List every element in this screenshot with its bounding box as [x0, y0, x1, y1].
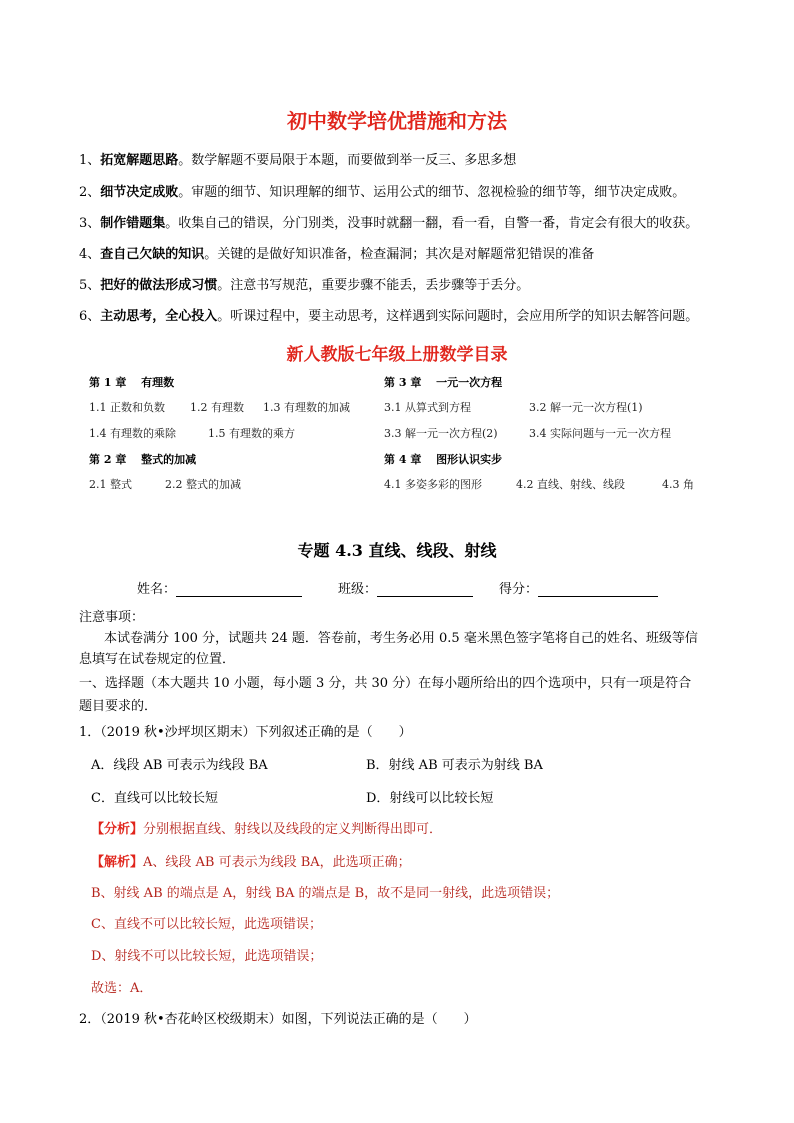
- notes-text-line-1: 本试卷满分 100 分，试题共 24 题．答卷前，考生务必用 0.5 毫米黑色签字笔将自己的姓名、班级等信: [104, 631, 698, 646]
- question-1-option-a: A．线段 AB 可表示为线段 BA: [91, 758, 268, 773]
- notes-text-line-2: 息填写在试卷规定的位置．: [79, 652, 236, 667]
- toc-item: 3.1 从算式到方程: [384, 401, 471, 414]
- question-1-option-b: B．射线 AB 可表示为射线 BA: [366, 758, 543, 773]
- question-1-stem: 1．（2019 秋•沙坪坝区期末）下列叙述正确的是（ ）: [79, 725, 412, 740]
- tip-item: [79, 212, 698, 231]
- score-label: 得分：: [499, 582, 539, 597]
- class-label: 班级：: [338, 582, 378, 597]
- toc-title: 新人教版七年级上册数学目录: [286, 345, 508, 365]
- solution-line-4: D、射线不可以比较长短，此选项错误；: [91, 949, 323, 964]
- exam-title: 专题 4.3 直线、线段、射线: [297, 541, 497, 560]
- class-input-line[interactable]: [377, 582, 473, 597]
- toc-item: 1.4 有理数的乘除: [89, 427, 176, 440]
- tip-item: [79, 149, 516, 168]
- name-label: 姓名：: [137, 582, 177, 597]
- solution-line-1: A、线段 AB 可表示为线段 BA，此选项正确；: [143, 855, 411, 870]
- tip-label: 主动思考，全心投入: [100, 309, 218, 324]
- solution-line-3: C、直线不可以比较长短，此选项错误；: [91, 917, 322, 932]
- toc-chapter-3: 第 3 章 一元一次方程: [384, 376, 503, 389]
- question-2-stem: 2．（2019 秋•杏花岭区校级期末）如图，下列说法正确的是（ ）: [79, 1012, 477, 1027]
- score-field: [499, 578, 658, 597]
- toc-item: 1.2 有理数: [190, 401, 244, 414]
- tip-number: 5、: [79, 278, 101, 293]
- tip-label: 把好的做法形成习惯: [100, 278, 218, 293]
- name-field: [137, 578, 302, 597]
- tip-text: 。关键的是做好知识准备，检查漏洞；其次是对解题常犯错误的准备: [204, 247, 595, 262]
- section-heading-line-1: 一、选择题（本大题共 10 小题，每小题 3 分，共 30 分）在每小题所给出的四个选项中，只有一项是符合: [79, 676, 692, 691]
- toc-chapter-2: 第 2 章 整式的加减: [89, 453, 197, 466]
- question-1-answer: 故选：A．: [91, 981, 153, 996]
- tip-item: [79, 305, 698, 324]
- toc-item: 2.1 整式: [89, 478, 132, 491]
- toc-item: 4.1 多姿多彩的图形: [384, 478, 482, 491]
- tip-text: 。数学解题不要局限于本题，而要做到举一反三、多思多想: [178, 153, 517, 168]
- tip-label: 制作错题集: [100, 216, 166, 231]
- tip-text: 。注意书写规范，重要步骤不能丢，丢步骤等于丢分。: [217, 278, 530, 293]
- section-heading-line-2: 题目要求的．: [79, 699, 158, 714]
- toc-item: 4.2 直线、射线、线段: [516, 478, 625, 491]
- toc-item: 1.1 正数和负数: [89, 401, 165, 414]
- tip-text: 。审题的细节、知识理解的细节、运用公式的细节、忽视检验的细节等，细节决定成败。: [178, 185, 686, 200]
- tip-number: 6、: [79, 309, 101, 324]
- tip-text: 。收集自己的错误，分门别类，没事时就翻一翻，看一看，自警一番，肯定会有很大的收获。: [165, 216, 699, 231]
- toc-item: 4.3 角: [662, 478, 694, 491]
- tip-number: 4、: [79, 247, 101, 262]
- tip-item: [79, 181, 685, 200]
- tip-label: 拓宽解题思路: [100, 153, 179, 168]
- solution-tag: 【解析】: [91, 855, 144, 870]
- tip-text: 。听课过程中，要主动思考，这样遇到实际问题时，会应用所学的知识去解答问题。: [217, 309, 699, 324]
- analysis-tag: 【分析】: [91, 822, 144, 837]
- analysis-text: 分别根据直线、射线以及线段的定义判断得出即可．: [143, 822, 443, 837]
- page-title: 初中数学培优措施和方法: [287, 109, 507, 133]
- class-field: [338, 578, 473, 597]
- tip-number: 2、: [79, 185, 101, 200]
- question-1-solution: [91, 851, 411, 870]
- score-input-line[interactable]: [538, 582, 658, 597]
- tip-number: 1、: [79, 153, 101, 168]
- toc-item: 2.2 整式的加减: [165, 478, 241, 491]
- toc-item: 3.2 解一元一次方程(1): [529, 401, 643, 414]
- toc-chapter-1: 第 1 章 有理数: [89, 376, 175, 389]
- tip-label: 细节决定成败: [100, 185, 179, 200]
- toc-chapter-4: 第 4 章 图形认识实步: [384, 453, 503, 466]
- tip-label: 查自己欠缺的知识: [100, 247, 205, 262]
- toc-item: 3.4 实际问题与一元一次方程: [529, 427, 671, 440]
- question-1-option-d: D．射线可以比较长短: [366, 791, 494, 806]
- toc-item: 1.5 有理数的乘方: [208, 427, 295, 440]
- tip-item: [79, 274, 529, 293]
- name-input-line[interactable]: [176, 582, 302, 597]
- question-1-analysis: [91, 818, 442, 837]
- solution-line-2: B、射线 AB 的端点是 A，射线 BA 的端点是 B，故不是同一射线，此选项错误；: [91, 886, 560, 901]
- question-1-option-c: C．直线可以比较长短: [91, 791, 218, 806]
- tip-number: 3、: [79, 216, 101, 231]
- toc-item: 3.3 解一元一次方程(2): [384, 427, 498, 440]
- toc-item: 1.3 有理数的加减: [263, 401, 350, 414]
- tip-item: [79, 243, 594, 262]
- notes-label: 注意事项：: [79, 610, 145, 625]
